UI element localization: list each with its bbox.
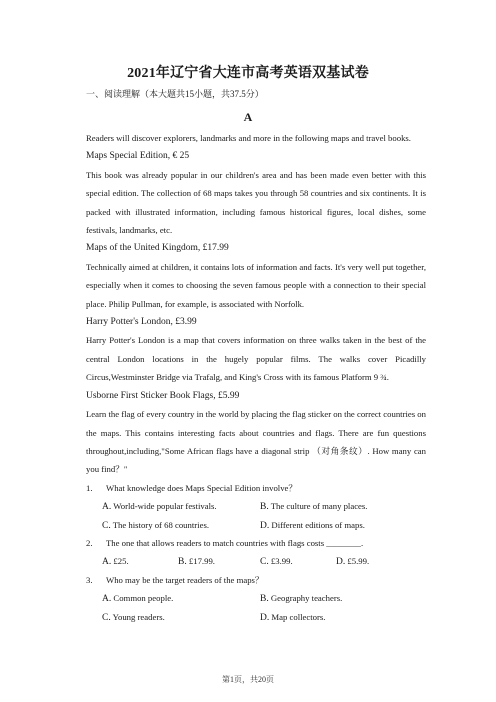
option-text: Different editions of maps. xyxy=(269,519,365,530)
option-text: Geography teachers. xyxy=(268,593,343,604)
option-a[interactable] xyxy=(102,552,129,571)
item-heading: Usborne First Sticker Book Flags, £5.99 xyxy=(86,390,240,401)
option-b[interactable] xyxy=(260,497,367,516)
option-c[interactable] xyxy=(260,552,293,571)
option-letter: C. xyxy=(102,612,111,623)
section-header: 一、阅读理解（本大题共15小题，共37.5分） xyxy=(86,89,264,99)
option-letter: D. xyxy=(260,612,270,623)
question-stem: What knowledge does Maps Special Edition involve？ xyxy=(106,482,298,493)
item-heading: Harry Potter's London, £3.99 xyxy=(86,317,197,328)
option-a[interactable] xyxy=(102,589,173,608)
option-text: Common people. xyxy=(111,593,174,604)
option-d[interactable] xyxy=(260,516,365,535)
option-text: £25. xyxy=(111,556,129,567)
item-text: Learn the flag of every country in the world by placing the flag sticker on the correct countries on the maps. This contains interesting facts about countries and flags. There are fun questions throughout,including,"Some African flags have a diagonal strip （对角条纹）. How many can you find？" xyxy=(86,409,426,475)
passage-intro: Readers will discover explorers, landmarks and more in the following maps and travel books. xyxy=(86,133,411,143)
option-letter: A. xyxy=(102,557,112,568)
question-stem: The one that allows readers to match countries with flags costs ________. xyxy=(106,537,364,548)
option-b[interactable] xyxy=(178,552,215,571)
option-letter: C. xyxy=(102,520,111,531)
item-heading: Maps Special Edition, € 25 xyxy=(86,151,190,162)
option-letter: D. xyxy=(260,520,270,531)
question-number: 1. xyxy=(86,482,93,493)
option-letter: D. xyxy=(336,557,346,568)
question-stem: Who may be the target readers of the maps？ xyxy=(106,574,264,585)
item-text: Harry Potter's London is a map that covers information on three walks taken in the best of the central London locations in the hugely popular films. The walks cover Picadilly Circus,Westminster Bridge via Trafalg, and King's Cross with its famous Platform 9 ¾. xyxy=(86,335,426,383)
item-text: This book was already popular in our children's area and has been made even better with this special edition. The collection of 68 maps takes you through 58 countries and six continents. It is packed with illustrated information, including famous historical figures, local dishes, some festivals, landmarks, etc. xyxy=(86,169,426,236)
option-letter: A. xyxy=(102,594,112,605)
option-d[interactable] xyxy=(336,552,369,571)
passage-body xyxy=(86,129,426,626)
option-text: The history of 68 countries. xyxy=(110,519,210,530)
option-text: £3.99. xyxy=(268,556,293,567)
option-letter: B. xyxy=(178,557,187,568)
option-text: The culture of many places. xyxy=(268,501,368,512)
option-a[interactable] xyxy=(102,497,217,516)
options-row xyxy=(102,516,426,534)
question-number: 3. xyxy=(86,574,93,585)
option-text: £5.99. xyxy=(345,556,370,567)
page-footer: 第1页，共20页 xyxy=(222,675,274,684)
option-b[interactable] xyxy=(260,589,342,608)
question-number: 2. xyxy=(86,537,93,548)
option-letter: B. xyxy=(260,594,269,605)
question-1 xyxy=(86,479,426,497)
options-row xyxy=(102,497,426,515)
item-heading: Maps of the United Kingdom, £17.99 xyxy=(86,243,229,254)
question-3 xyxy=(86,571,426,589)
option-letter: A. xyxy=(102,502,112,513)
option-letter: C. xyxy=(260,557,269,568)
option-c[interactable] xyxy=(102,516,209,535)
option-d[interactable] xyxy=(260,608,325,627)
passage-label: A xyxy=(243,110,253,124)
options-row xyxy=(102,608,426,626)
options-row xyxy=(102,552,426,570)
option-text: Young readers. xyxy=(110,611,165,622)
page-title: 2021年辽宁省大连市高考英语双基试卷 xyxy=(127,66,369,81)
option-text: £17.99. xyxy=(186,556,215,567)
option-text: Map collectors. xyxy=(269,611,326,622)
options-row xyxy=(102,589,426,607)
option-text: World-wide popular festivals. xyxy=(111,501,217,512)
option-c[interactable] xyxy=(102,608,165,627)
item-text: Technically aimed at children, it contains lots of information and facts. It's very well put together, especially when it comes to choosing the seven famous people with a connection to their special place. Philip Pullman, for example, is associated with Norfolk. xyxy=(86,261,426,309)
question-2 xyxy=(86,534,426,552)
option-letter: B. xyxy=(260,502,269,513)
